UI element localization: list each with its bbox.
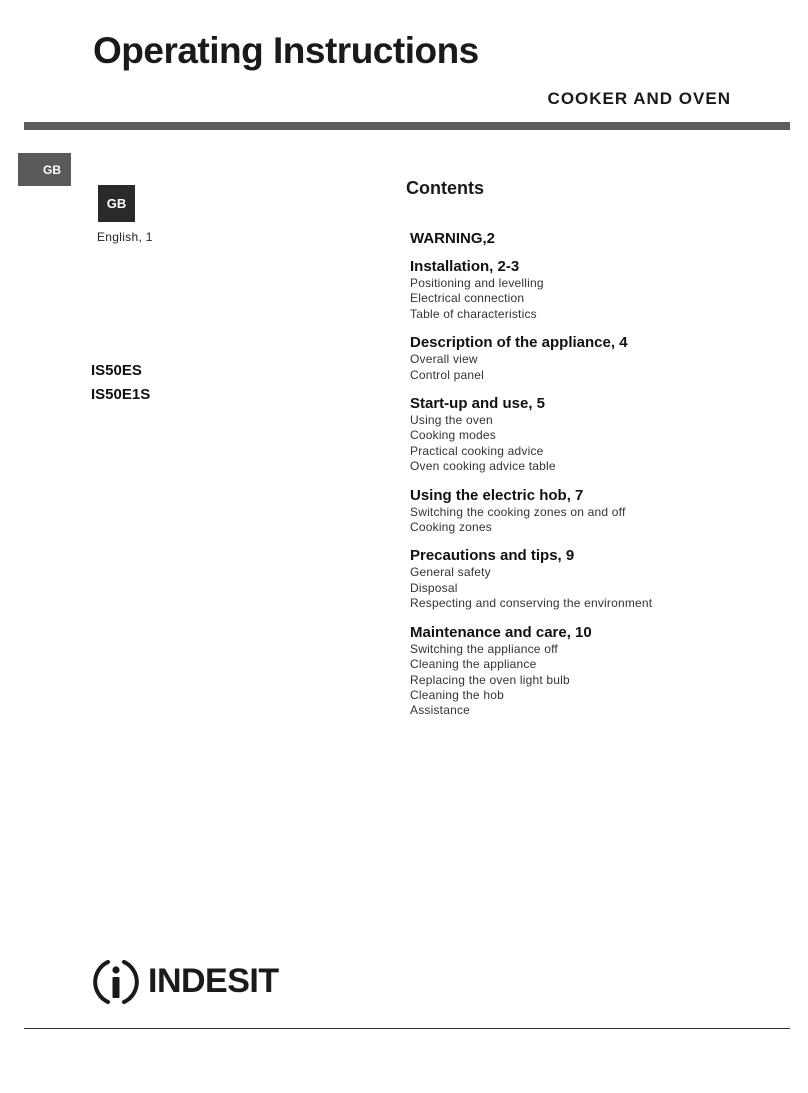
toc-section-maintenance bbox=[410, 623, 790, 719]
model-number: IS50E1S bbox=[91, 386, 151, 403]
toc-section-title: Maintenance and care, 10 bbox=[410, 623, 592, 641]
footer-divider bbox=[24, 1028, 790, 1029]
toc-section-installation bbox=[410, 257, 790, 322]
toc-item: Switching the appliance off bbox=[410, 641, 558, 656]
toc-item: Table of characteristics bbox=[410, 306, 537, 321]
toc-item: General safety bbox=[410, 565, 491, 580]
toc-item: Control panel bbox=[410, 367, 484, 382]
contents-heading: Contents bbox=[406, 178, 484, 198]
toc-section-precautions bbox=[410, 546, 790, 611]
toc-section-start-up bbox=[410, 394, 790, 475]
toc-section-title: Installation, 2-3 bbox=[410, 258, 520, 275]
toc-item: Cooking zones bbox=[410, 520, 492, 535]
toc-item: Cleaning the hob bbox=[410, 687, 504, 702]
toc-section-title: Description of the appliance, 4 bbox=[410, 334, 628, 352]
toc-section-title: WARNING,2 bbox=[410, 230, 496, 247]
language-page-reference: English, 1 bbox=[97, 230, 153, 244]
toc-section-title: Using the electric hob, 7 bbox=[410, 486, 584, 504]
language-side-tab: GB bbox=[18, 153, 71, 186]
toc-item: Cooking modes bbox=[410, 428, 496, 443]
toc-item: Assistance bbox=[410, 703, 471, 718]
table-of-contents bbox=[410, 229, 790, 730]
toc-item: Respecting and conserving the environment bbox=[410, 596, 653, 611]
toc-section-electric-hob bbox=[410, 486, 790, 536]
toc-item: Disposal bbox=[410, 580, 458, 595]
header-divider bbox=[24, 122, 790, 130]
toc-item: Oven cooking advice table bbox=[410, 459, 556, 474]
language-badge: GB bbox=[98, 185, 135, 222]
page-subtitle: COOKER AND OVEN bbox=[547, 89, 731, 108]
toc-item: Replacing the oven light bulb bbox=[410, 672, 570, 687]
brand-wordmark: INDESIT bbox=[148, 962, 279, 1000]
toc-item: Electrical connection bbox=[410, 291, 525, 306]
page-title: Operating Instructions bbox=[93, 30, 479, 71]
toc-section-title: Precautions and tips, 9 bbox=[410, 547, 575, 565]
toc-section-warning bbox=[410, 229, 790, 248]
toc-item: Using the oven bbox=[410, 413, 493, 428]
toc-item: Practical cooking advice bbox=[410, 443, 544, 458]
toc-item: Switching the cooking zones on and off bbox=[410, 504, 626, 519]
model-number: IS50ES bbox=[91, 362, 142, 379]
toc-item: Overall view bbox=[410, 352, 478, 367]
toc-section-title: Start-up and use, 5 bbox=[410, 395, 546, 413]
toc-item: Cleaning the appliance bbox=[410, 657, 537, 672]
toc-item: Positioning and levelling bbox=[410, 276, 544, 290]
toc-section-description bbox=[410, 333, 790, 383]
